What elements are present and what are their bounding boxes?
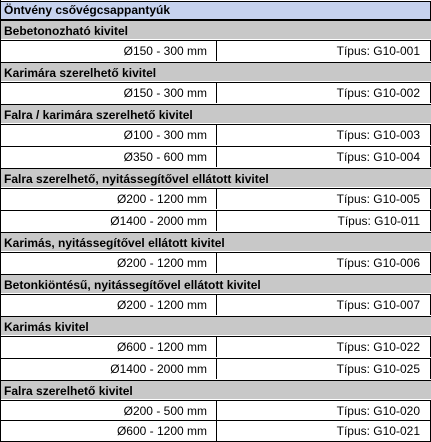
table-row (1, 252, 431, 273)
dimension-cell: Ø600 - 1200 mm (1, 337, 217, 357)
table-row (1, 336, 431, 357)
dimension-cell: Ø200 - 1200 mm (1, 295, 217, 315)
section-header: Karimás kivitel (1, 316, 431, 335)
type-cell: Típus: G10-025 (217, 359, 431, 379)
type-cell: Típus: G10-011 (217, 211, 431, 231)
table-row (1, 40, 431, 61)
dimension-cell: Ø350 - 600 mm (1, 147, 217, 167)
dimension-cell: Ø200 - 500 mm (1, 401, 217, 421)
type-cell: Típus: G10-020 (217, 401, 431, 421)
section-header: Falra / karimára szerelhető kivitel (1, 104, 431, 123)
type-cell: Típus: G10-001 (217, 41, 431, 61)
table-row (1, 124, 431, 145)
type-cell: Típus: G10-021 (217, 421, 431, 441)
section-header: Betonkiöntésű, nyitássegítővel ellátott kivitel (1, 274, 431, 293)
table-row (1, 400, 431, 421)
section-header: Karimás, nyitássegítővel ellátott kivitel (1, 232, 431, 251)
section-header: Falra szerelhető kivitel (1, 380, 431, 399)
table-row (1, 358, 431, 379)
type-cell: Típus: G10-004 (217, 147, 431, 167)
dimension-cell: Ø1400 - 2000 mm (1, 211, 217, 231)
type-cell: Típus: G10-007 (217, 295, 431, 315)
section-header: Karimára szerelhető kivitel (1, 62, 431, 81)
dimension-cell: Ø100 - 300 mm (1, 125, 217, 145)
type-cell: Típus: G10-006 (217, 253, 431, 273)
dimension-cell: Ø1400 - 2000 mm (1, 359, 217, 379)
type-cell: Típus: G10-002 (217, 83, 431, 103)
dimension-cell: Ø600 - 1200 mm (1, 421, 217, 441)
dimension-cell: Ø200 - 1200 mm (1, 253, 217, 273)
type-cell: Típus: G10-005 (217, 189, 431, 209)
dimension-cell: Ø200 - 1200 mm (1, 189, 217, 209)
type-cell: Típus: G10-022 (217, 337, 431, 357)
table-row (1, 82, 431, 103)
table-row (1, 210, 431, 231)
table-row (1, 294, 431, 315)
type-cell: Típus: G10-003 (217, 125, 431, 145)
table-row (1, 188, 431, 209)
table-row (1, 146, 431, 167)
table-row (1, 420, 431, 441)
table-title: Öntvény csővégcsappantyúk (1, 1, 431, 20)
dimension-cell: Ø150 - 300 mm (1, 83, 217, 103)
section-header: Falra szerelhető, nyitássegítővel ellátott kivitel (1, 168, 431, 187)
section-header: Bebetonozható kivitel (1, 20, 431, 39)
dimension-cell: Ø150 - 300 mm (1, 41, 217, 61)
